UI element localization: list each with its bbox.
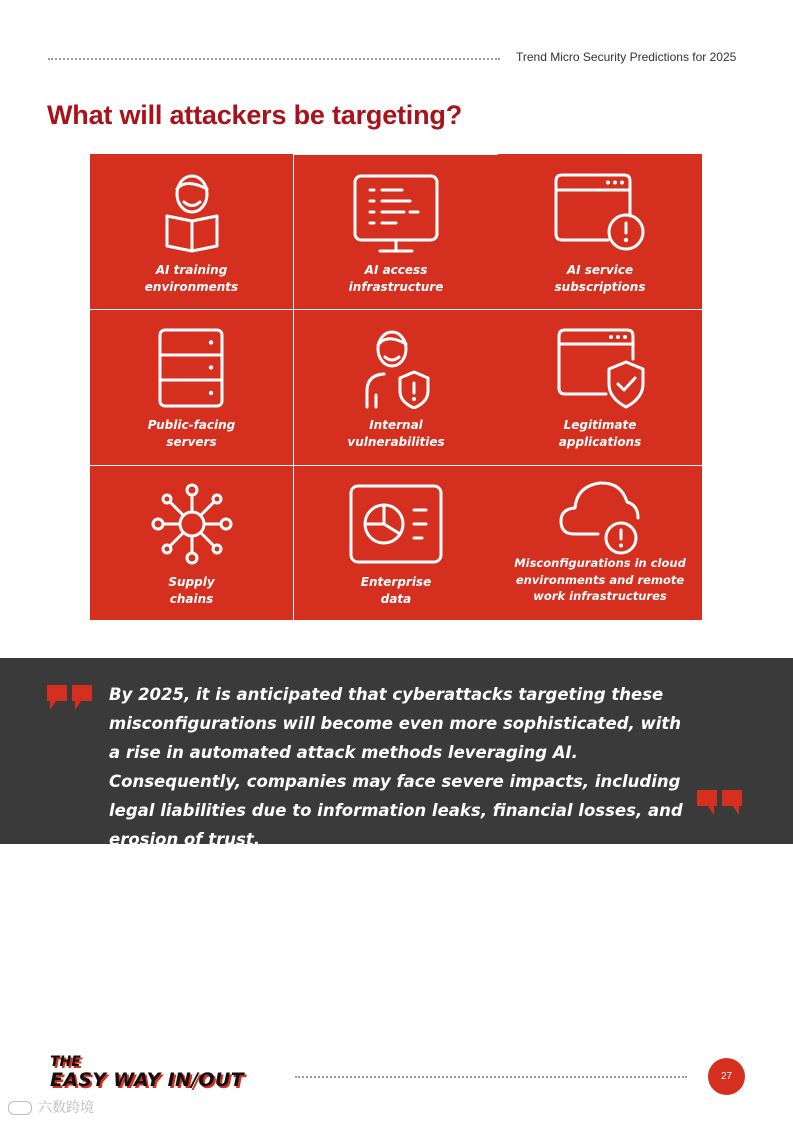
watermark bbox=[8, 1097, 94, 1117]
targets-grid bbox=[90, 154, 702, 620]
target-card-cloud-misconfigurations bbox=[498, 466, 702, 620]
target-label: Misconfigurations in cloud environments and remote work infrastructures bbox=[514, 556, 686, 603]
target-label: AI access infrastructure bbox=[348, 263, 444, 294]
target-label: AI training environments bbox=[144, 263, 239, 294]
target-card-public-servers bbox=[90, 310, 293, 465]
logo-line-2: EASY WAY IN/OUT bbox=[50, 1069, 244, 1091]
target-label: Supply chains bbox=[168, 575, 215, 606]
page-number-badge: 27 bbox=[708, 1058, 745, 1095]
person-reading-book-icon bbox=[156, 172, 228, 254]
quote-close-icon bbox=[696, 790, 744, 816]
grid-divider bbox=[294, 465, 498, 466]
network-hub-icon bbox=[150, 482, 234, 566]
target-label: Public-facing servers bbox=[147, 418, 236, 449]
monitor-list-icon bbox=[352, 173, 440, 255]
target-card-ai-access bbox=[294, 155, 498, 309]
logo-line-1: THE bbox=[50, 1054, 81, 1070]
target-card-legitimate-apps bbox=[498, 310, 702, 465]
target-label: Internal vulnerabilities bbox=[347, 418, 445, 449]
footer-dotted-rule bbox=[295, 1076, 687, 1078]
target-card-supply-chains bbox=[90, 466, 293, 620]
quote-open-icon bbox=[46, 685, 94, 711]
grid-divider bbox=[498, 309, 702, 310]
target-label: Enterprise data bbox=[360, 575, 432, 606]
pie-chart-dashboard-icon bbox=[348, 483, 444, 567]
target-label: Legitimate applications bbox=[558, 418, 642, 449]
header-document-title: Trend Micro Security Predictions for 2025 bbox=[516, 50, 737, 64]
target-card-ai-service bbox=[498, 154, 702, 309]
target-card-internal-vulnerabilities bbox=[294, 310, 498, 465]
easy-way-logo bbox=[50, 1055, 244, 1090]
browser-window-shield-check-icon bbox=[556, 327, 648, 411]
target-card-enterprise-data bbox=[294, 466, 498, 620]
header-dotted-rule bbox=[48, 58, 500, 60]
target-card-ai-training bbox=[90, 154, 293, 309]
cloud-alert-icon bbox=[558, 478, 644, 556]
person-shield-alert-icon bbox=[364, 327, 432, 409]
page-title: What will attackers be targeting? bbox=[47, 100, 462, 130]
server-rack-icon bbox=[156, 327, 226, 409]
quote-text: By 2025, it is anticipated that cyberattacks targeting these misconfigurations will become even more sophisticated, with a rise in automated attack methods leveraging AI. Consequently, companies may face severe impacts, including legal liabilities due to information leaks, financial losses, and erosion of trust. bbox=[109, 685, 683, 849]
browser-window-alert-icon bbox=[552, 172, 648, 254]
target-label: AI service subscriptions bbox=[554, 263, 646, 294]
watermark-logo-icon bbox=[8, 1101, 32, 1115]
watermark-text: 六数跨境 bbox=[38, 1099, 94, 1115]
grid-divider bbox=[90, 309, 293, 310]
quote-band bbox=[0, 658, 793, 849]
